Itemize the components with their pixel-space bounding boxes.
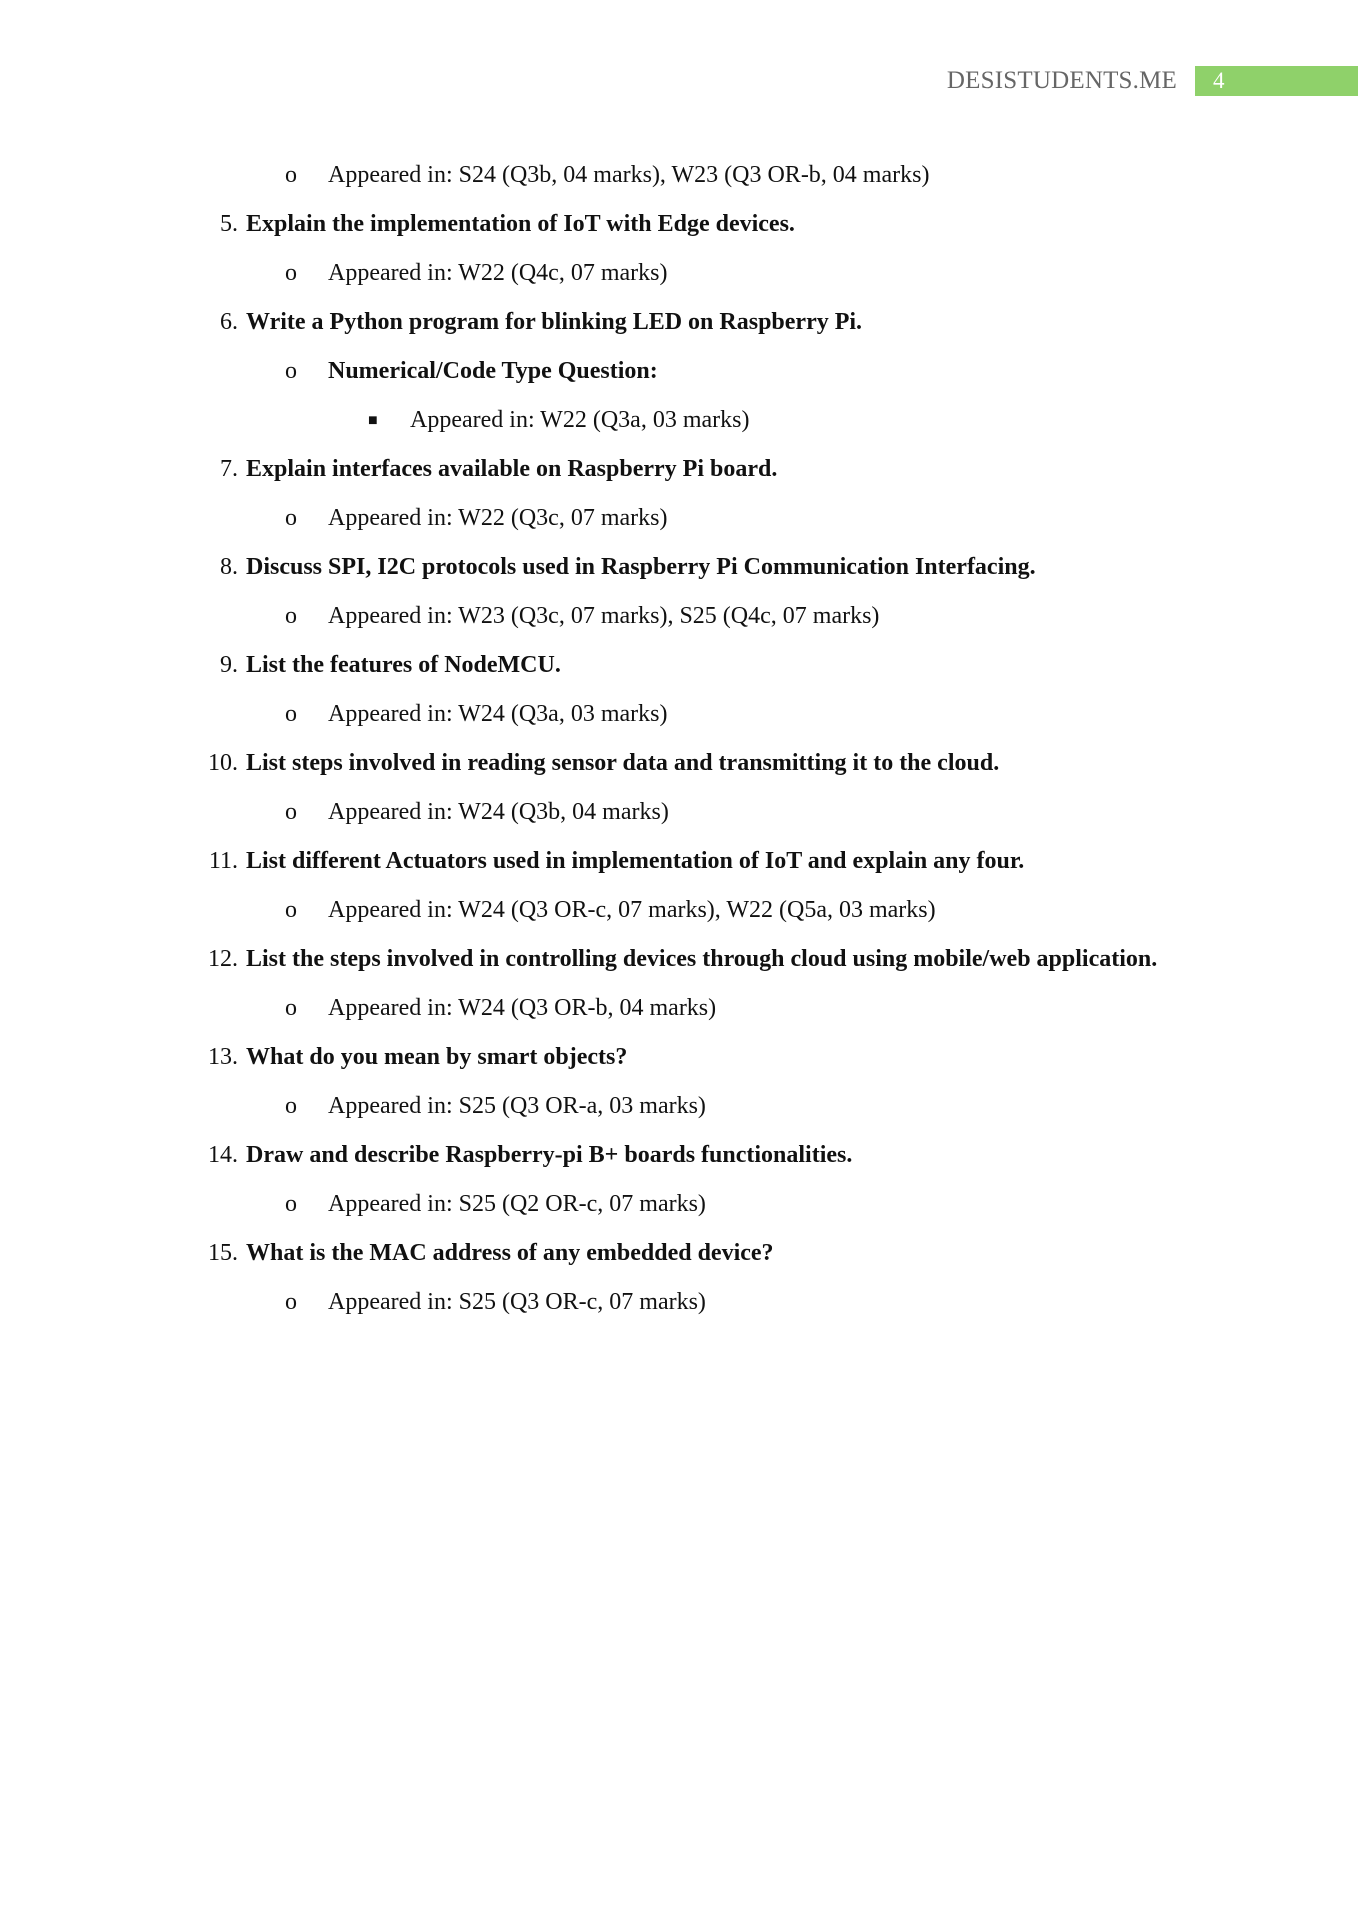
circle-bullet-icon: o (285, 1191, 297, 1217)
list-item: o Numerical/Code Type Question: (204, 356, 1204, 387)
question: 13. What do you mean by smart objects? (208, 1044, 628, 1070)
square-bullet-icon: ■ (368, 412, 378, 429)
question: 10. List steps involved in reading sensor data and transmitting it to the cloud. (208, 750, 1000, 776)
list-item: o Appeared in: W22 (Q3c, 07 marks) (204, 503, 1204, 534)
question: 5. Explain the implementation of IoT with Edge devices. (220, 211, 795, 237)
list-item: o Appeared in: W24 (Q3 OR-c, 07 marks), W22 (Q5a, 03 marks) (204, 895, 1204, 926)
question: 15. What is the MAC address of any embedded device? (208, 1240, 774, 1266)
question: 9. List the features of NodeMCU. (220, 652, 561, 678)
list-item: o Appeared in: W24 (Q3a, 03 marks) (204, 699, 1204, 730)
page-header (947, 66, 1358, 96)
list-item: o Appeared in: W23 (Q3c, 07 marks), S25 (Q4c, 07 marks) (204, 601, 1204, 632)
list-item: o Appeared in: W24 (Q3 OR-b, 04 marks) (204, 993, 1204, 1024)
circle-bullet-icon: o (285, 260, 297, 286)
list-item: o Appeared in: W24 (Q3b, 04 marks) (204, 797, 1204, 828)
list-item: o Appeared in: W22 (Q4c, 07 marks) (204, 258, 1204, 289)
question: 6. Write a Python program for blinking LED on Raspberry Pi. (220, 309, 863, 335)
list-item: o Appeared in: S25 (Q2 OR-c, 07 marks) (204, 1189, 1204, 1220)
circle-bullet-icon: o (285, 799, 297, 825)
circle-bullet-icon: o (285, 1289, 297, 1315)
list-item: o Appeared in: S24 (Q3b, 04 marks), W23 (Q3 OR-b, 04 marks) (204, 160, 1204, 191)
page-number: 4 (1195, 66, 1358, 96)
circle-bullet-icon: o (285, 603, 297, 629)
list-item: ■ Appeared in: W22 (Q3a, 03 marks) (204, 405, 1204, 436)
site-brand: DESISTUDENTS.ME (946, 67, 1177, 94)
circle-bullet-icon: o (285, 358, 297, 384)
question-list (204, 160, 1204, 1336)
circle-bullet-icon: o (285, 505, 297, 531)
question: 11. List different Actuators used in implementation of IoT and explain any four. (208, 848, 1025, 874)
circle-bullet-icon: o (285, 1093, 297, 1119)
list-item: o Appeared in: S25 (Q3 OR-c, 07 marks) (204, 1287, 1204, 1318)
circle-bullet-icon: o (285, 995, 297, 1021)
question: 7. Explain interfaces available on Raspberry Pi board. (220, 456, 778, 482)
circle-bullet-icon: o (285, 162, 297, 188)
circle-bullet-icon: o (285, 897, 297, 923)
question: 12. List the steps involved in controlling devices through cloud using mobile/web application. (208, 946, 1158, 972)
circle-bullet-icon: o (285, 701, 297, 727)
question: 14. Draw and describe Raspberry-pi B+ boards functionalities. (208, 1142, 853, 1168)
list-item: o Appeared in: S25 (Q3 OR-a, 03 marks) (204, 1091, 1204, 1122)
question: 8. Discuss SPI, I2C protocols used in Raspberry Pi Communication Interfacing. (220, 554, 1036, 580)
